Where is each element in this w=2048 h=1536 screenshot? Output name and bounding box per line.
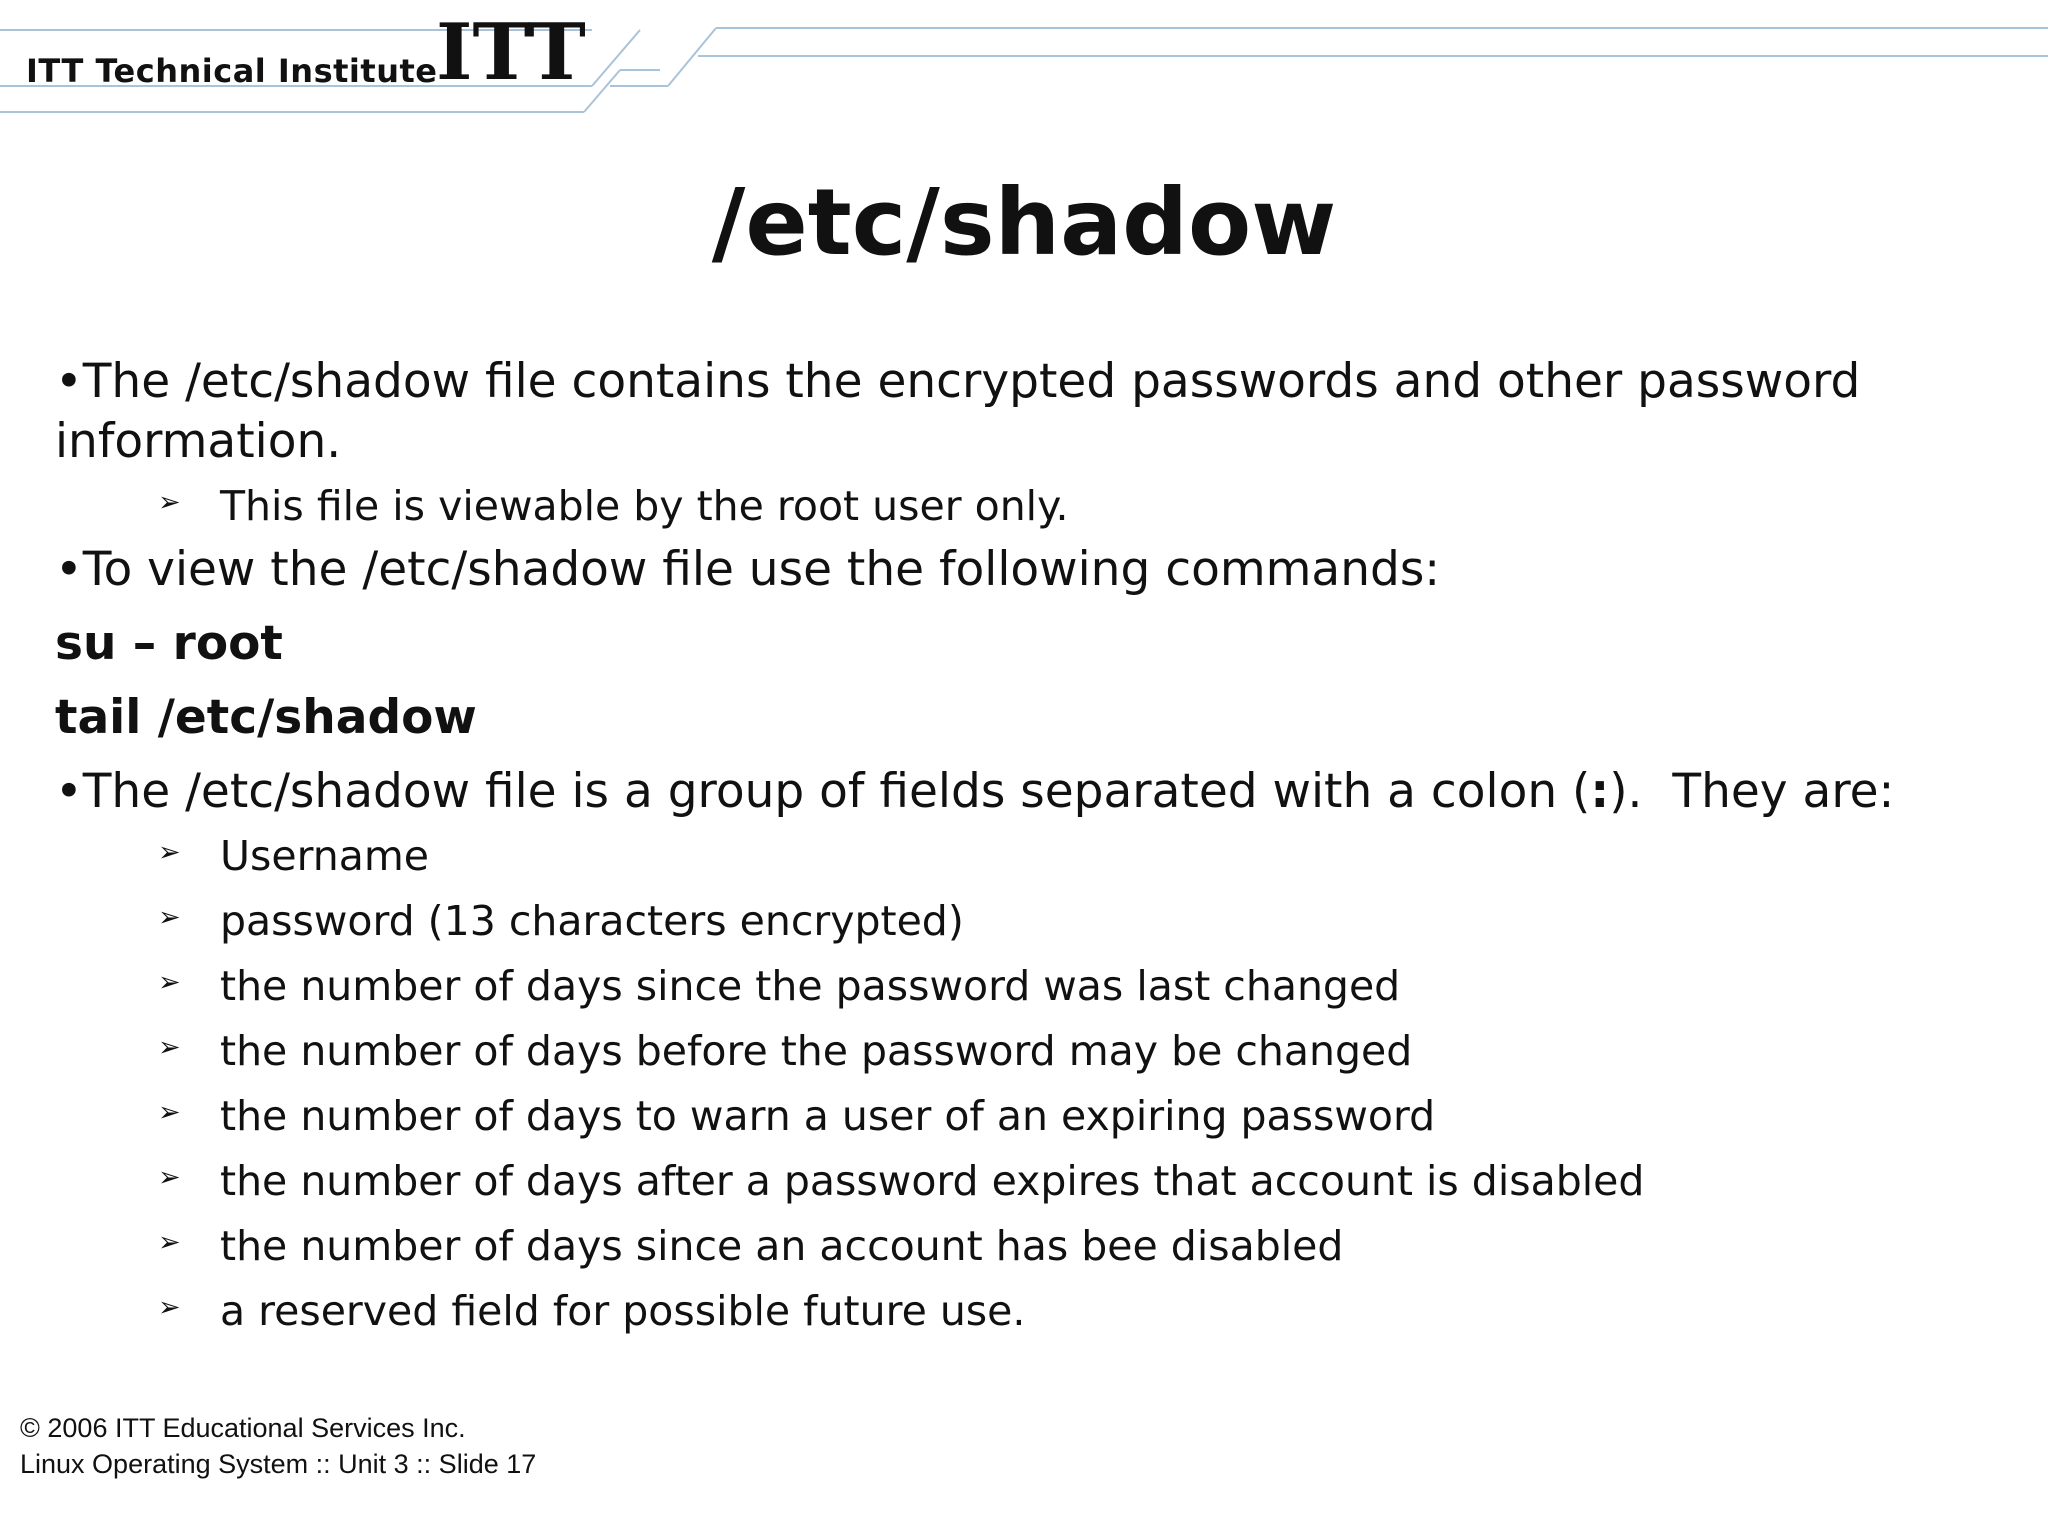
list-item [55, 1218, 1985, 1274]
field-text: password (13 characters encrypted) [220, 897, 964, 945]
footer [20, 1410, 536, 1482]
field-text: a reserved field for possible future use. [220, 1287, 1026, 1335]
field-text: the number of days before the password may be changed [220, 1027, 1413, 1075]
close-paren: ). [1609, 764, 1643, 819]
bullet-encrypted-passwords: •The /etc/shadow file contains the encrypted passwords and other password information. [55, 354, 1861, 469]
command-tail-shadow: tail /etc/shadow [55, 690, 477, 745]
list-item [55, 958, 1985, 1014]
institute-name: ITT Technical Institute [26, 52, 438, 90]
colon-char: : [1590, 764, 1610, 819]
bullet-view-commands: •To view the /etc/shadow file use the following commands: [55, 542, 1441, 597]
list-item [55, 1283, 1985, 1339]
bullet-fields-text: •The /etc/shadow file is a group of fields separated with a colon ( [55, 764, 1591, 819]
sub-bullet-text: This file is viewable by the root user only. [220, 482, 1069, 530]
footer-course-info: Linux Operating System :: Unit 3 :: Slide 17 [20, 1449, 537, 1479]
itt-logo: ITT [436, 7, 586, 98]
list-item [55, 1088, 1985, 1144]
arrow-bullet-icon: ➢ [158, 1032, 181, 1063]
command-su-root: su – root [55, 616, 283, 671]
field-text: Username [220, 832, 430, 880]
arrow-bullet-icon: ➢ [158, 902, 181, 933]
list-item [55, 893, 1985, 949]
slide-body [55, 352, 1985, 1339]
arrow-bullet-icon: ➢ [158, 967, 181, 998]
field-text: the number of days since an account has bee disabled [220, 1222, 1344, 1270]
sub-bullet-root-only [55, 478, 1985, 534]
arrow-bullet-icon: ➢ [158, 487, 181, 518]
field-text: the number of days to warn a user of an expiring password [220, 1092, 1436, 1140]
list-item [55, 828, 1985, 884]
arrow-bullet-icon: ➢ [158, 1097, 181, 1128]
arrow-bullet-icon: ➢ [158, 837, 181, 868]
field-list [55, 828, 1985, 1339]
they-are: They are: [1672, 764, 1895, 819]
arrow-bullet-icon: ➢ [158, 1162, 181, 1193]
field-text: the number of days since the password was last changed [220, 962, 1401, 1010]
list-item [55, 1023, 1985, 1079]
slide-title: /etc/shadow [711, 169, 1337, 276]
field-text: the number of days after a password expires that account is disabled [220, 1157, 1645, 1205]
arrow-bullet-icon: ➢ [158, 1227, 181, 1258]
list-item [55, 1153, 1985, 1209]
arrow-bullet-icon: ➢ [158, 1292, 181, 1323]
bullet-fields-intro [55, 762, 1985, 822]
footer-copyright: © 2006 ITT Educational Services Inc. [20, 1413, 466, 1443]
